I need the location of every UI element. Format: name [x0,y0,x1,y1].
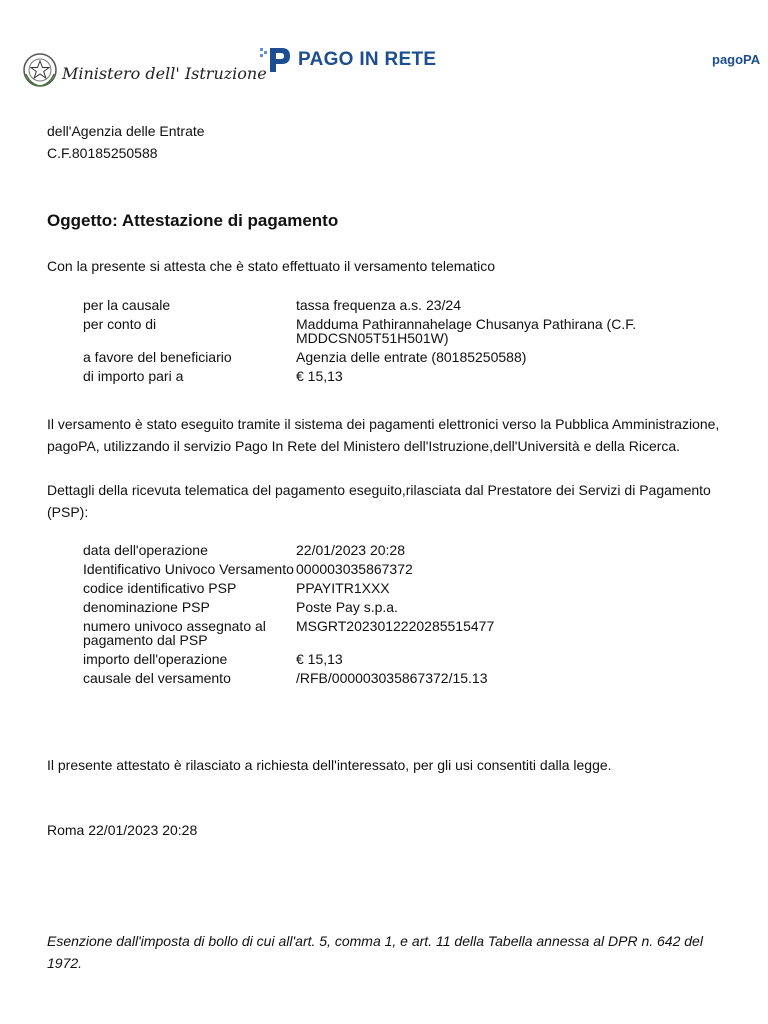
place-and-date: Roma 22/01/2023 20:28 [47,822,198,838]
receipt-row [83,600,703,614]
detail-row [83,298,703,312]
receipt-value: 22/01/2023 20:28 [296,542,405,558]
pagopa-logo: pagoPA [712,52,761,67]
detail-row [83,369,703,383]
stamp-duty-exemption-note: Esenzione dall'imposta di bollo di cui all'art. 5, comma 1, e art. 11 della Tabella annessa al DPR n. 642 del 1972. [47,933,703,971]
receipt-details [83,543,703,690]
receipt-row [83,619,703,647]
receipt-value: /RFB/000003035867372/15.13 [296,670,488,686]
receipt-label: denominazione PSP [83,599,210,615]
detail-value: Madduma Pathirannahelage Chusanya Pathirana (C.F. MDDCSN05T51H501W) [296,316,637,346]
receipt-row [83,671,703,685]
receipt-row [83,652,703,666]
receipt-value: PPAYITR1XXX [296,580,390,596]
document-subject: Oggetto: Attestazione di pagamento [47,211,339,230]
receipt-label: causale del versamento [83,670,231,686]
receipt-label: codice identificativo PSP [83,580,237,596]
detail-value: € 15,13 [296,368,343,384]
receipt-value: 000003035867372 [296,561,413,577]
receipt-value: MSGRT2023012220285515477 [296,618,495,634]
receipt-intro-paragraph: Dettagli della ricevuta telematica del pagamento eseguito,rilasciata dal Prestatore dei Servizi di Pagamento (PSP): [47,482,711,520]
ministry-name: Ministero dell' Istruzione [62,64,267,83]
payment-details [83,298,703,388]
pago-in-rete-logo-text: PAGO IN RETE [298,49,437,70]
intro-text: Con la presente si attesta che è stato effettuato il versamento telematico [47,258,495,274]
detail-value: tassa frequenza a.s. 23/24 [296,297,461,313]
receipt-row [83,562,703,576]
detail-row [83,317,703,345]
document-header [0,0,768,110]
recipient-fiscal-code: C.F.80185250588 [47,145,158,161]
detail-row [83,350,703,364]
detail-label: di importo pari a [83,368,184,384]
receipt-label: numero univoco assegnato al pagamento dal PSP [83,618,266,648]
receipt-label: data dell'operazione [83,542,208,558]
detail-label: per conto di [83,316,157,332]
receipt-value: Poste Pay s.p.a. [296,599,398,615]
recipient-line-1: dell'Agenzia delle Entrate [47,123,205,139]
receipt-label: Identificativo Univoco Versamento [83,561,294,577]
closing-statement: Il presente attestato è rilasciato a richiesta dell'interessato, per gli usi consentiti dalla legge. [47,757,612,773]
receipt-label: importo dell'operazione [83,651,228,667]
detail-label: a favore del beneficiario [83,349,232,365]
receipt-row [83,543,703,557]
italian-republic-emblem-icon [22,52,58,88]
receipt-row [83,581,703,595]
receipt-value: € 15,13 [296,651,343,667]
detail-label: per la causale [83,297,171,313]
pago-in-rete-icon [258,44,294,76]
detail-value: Agenzia delle entrate (80185250588) [296,349,527,365]
service-paragraph: Il versamento è stato eseguito tramite il sistema dei pagamenti elettronici verso la Pubblica Amministrazione, pagoPA, utilizzando il servizio Pago In Rete del Ministero dell'Istruzione,dell'Università e della Ricerca. [47,416,720,454]
